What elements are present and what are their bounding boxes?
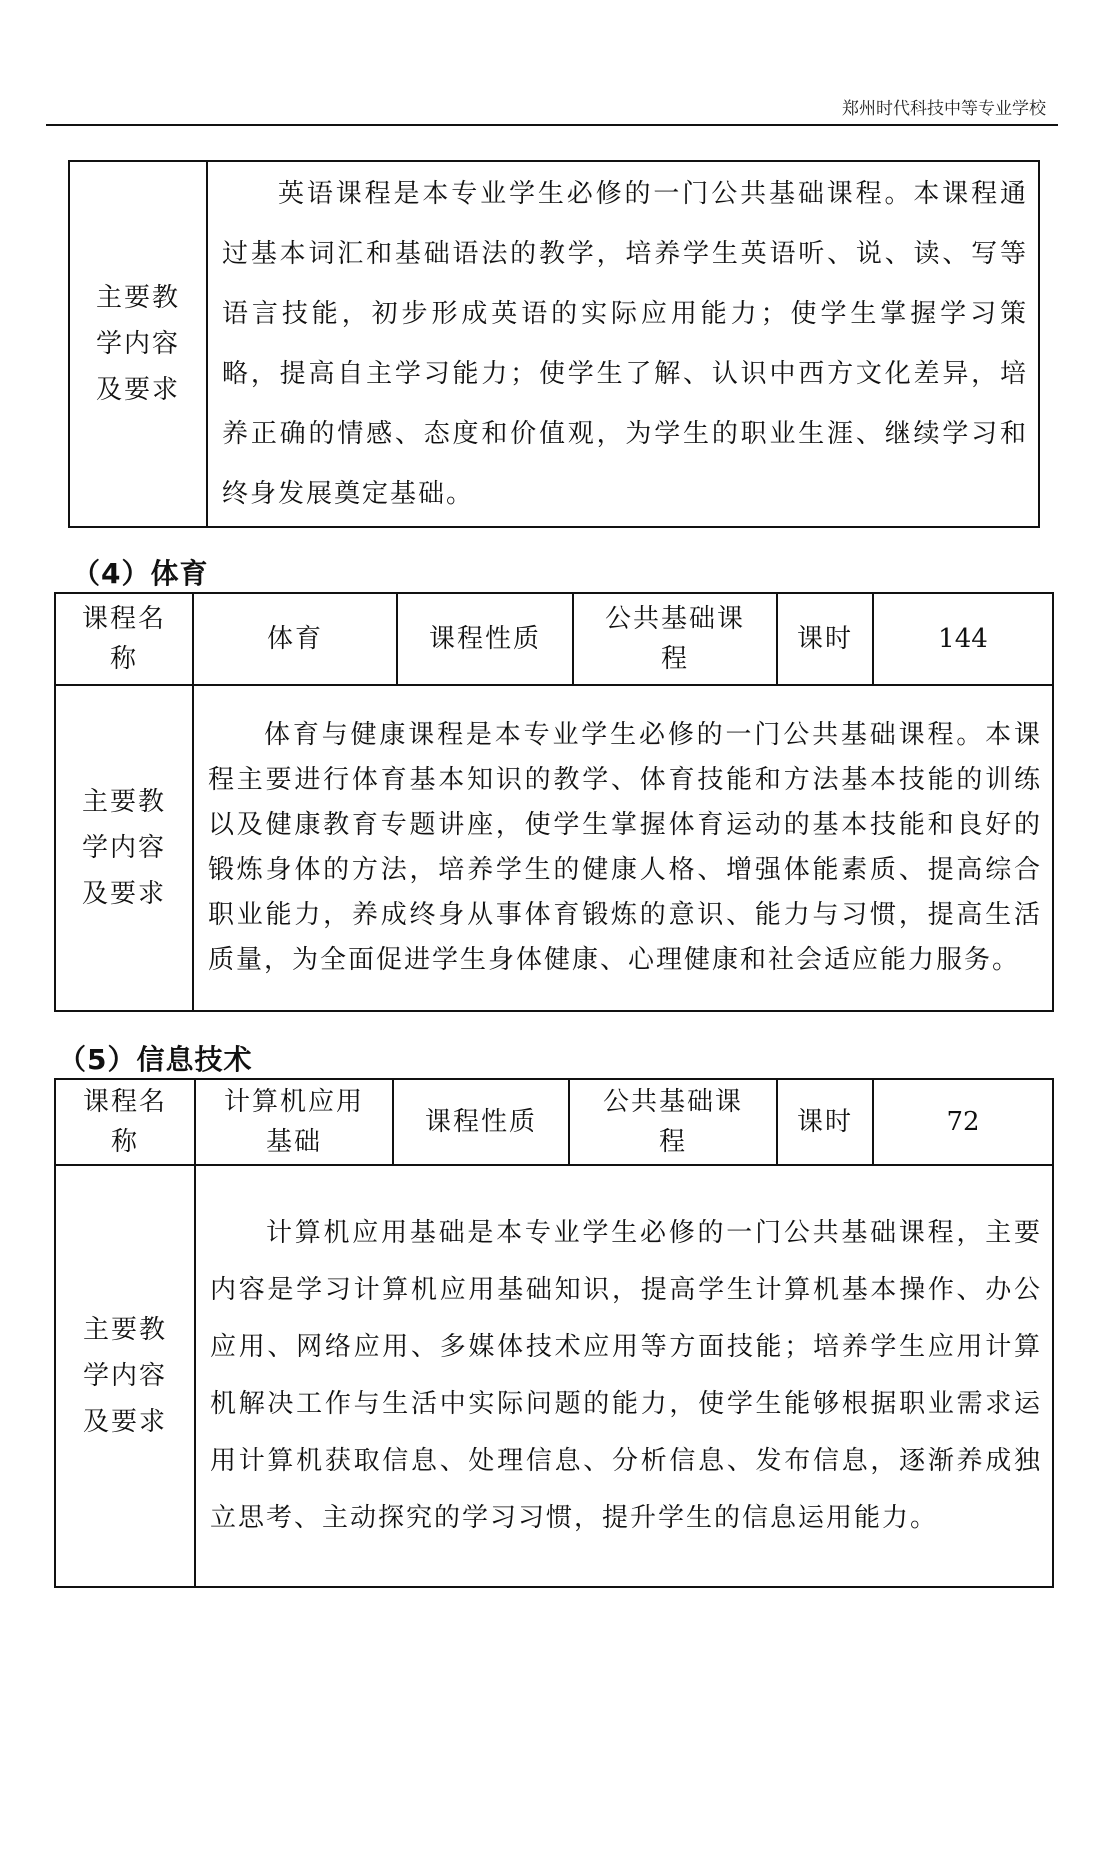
pe-name-value: 体育 [193,593,397,685]
it-section-title: （5）信息技术 [58,1043,253,1076]
pe-nature-value: 公共基础课 程 [573,593,777,685]
it-content-label: 主要教 学内容 及要求 [55,1165,195,1587]
it-nature-value: 公共基础课 程 [569,1079,777,1165]
page-header [46,90,1058,126]
pe-content-label: 主要教 学内容 及要求 [55,685,193,1011]
english-content-label: 主要教 学内容 及要求 [69,161,207,527]
pe-name-label: 课程名 称 [55,593,193,685]
it-hours-label: 课时 [777,1079,873,1165]
pe-course-table [54,592,1054,1012]
it-name-value: 计算机应用 基础 [195,1079,393,1165]
school-name: 郑州时代科技中等专业学校 [842,99,1046,119]
pe-hours-label: 课时 [777,593,873,685]
it-course-table [54,1078,1054,1588]
english-content-text: 英语课程是本专业学生必修的一门公共基础课程。本课程通过基本词汇和基础语法的教学，培养学生英语听、说、读、写等语言技能，初步形成英语的实际应用能力；使学生掌握学习策略，提高自主学习能力；使学生了解、认识中西方文化差异，培养正确的情感、态度和价值观，为学生的职业生涯、继续学习和终身发展奠定基础。 [207,161,1039,527]
pe-nature-label: 课程性质 [397,593,573,685]
it-name-label: 课程名 称 [55,1079,195,1165]
it-content-text: 计算机应用基础是本专业学生必修的一门公共基础课程，主要内容是学习计算机应用基础知识，提高学生计算机基本操作、办公应用、网络应用、多媒体技术应用等方面技能；培养学生应用计算机解决工作与生活中实际问题的能力，使学生能够根据职业需求运用计算机获取信息、处理信息、分析信息、发布信息，逐渐养成独立思考、主动探究的学习习惯，提升学生的信息运用能力。 [195,1165,1053,1587]
it-hours-value: 72 [873,1079,1053,1165]
pe-hours-value: 144 [873,593,1053,685]
it-nature-label: 课程性质 [393,1079,569,1165]
english-course-table [68,160,1040,528]
pe-content-text: 体育与健康课程是本专业学生必修的一门公共基础课程。本课程主要进行体育基本知识的教学、体育技能和方法基本技能的训练以及健康教育专题讲座，使学生掌握体育运动的基本技能和良好的锻炼身体的方法，培养学生的健康人格、增强体能素质、提高综合职业能力，养成终身从事体育锻炼的意识、能力与习惯，提高生活质量，为全面促进学生身体健康、心理健康和社会适应能力服务。 [193,685,1053,1011]
pe-section-title: （4）体育 [72,557,209,590]
